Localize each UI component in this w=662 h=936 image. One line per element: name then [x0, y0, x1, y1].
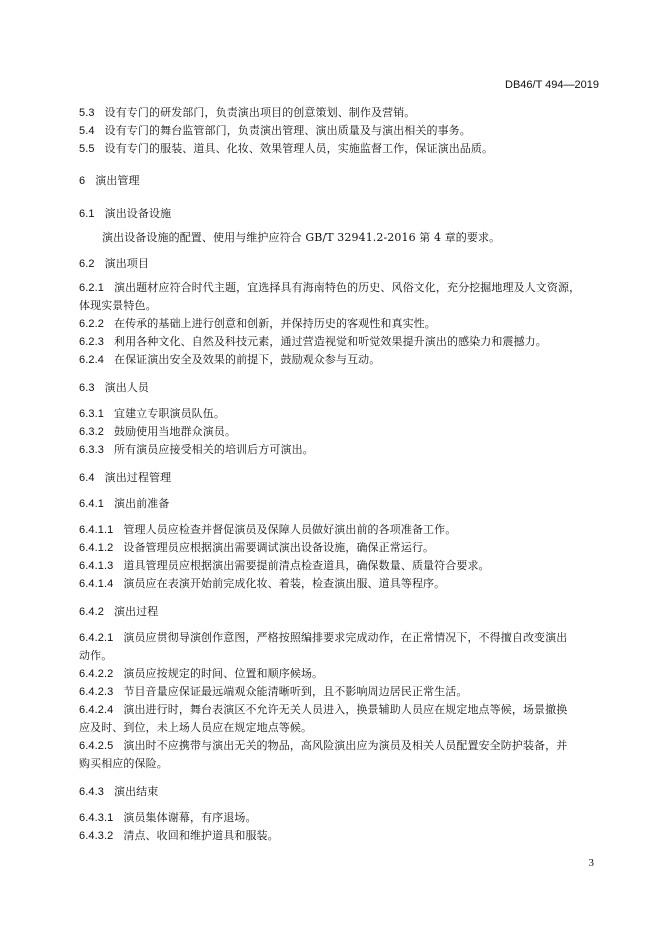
section-number: 6 [79, 175, 86, 187]
clause-number: 6.4.3.2 [79, 830, 114, 842]
clause-number: 6.4.2.4 [79, 704, 114, 716]
section-heading-6-4-1 [79, 495, 602, 513]
clause-5-5 [79, 140, 602, 158]
clause-6-4-1-3 [79, 557, 602, 575]
section-number: 6.1 [79, 208, 95, 220]
clause-number: 5.3 [79, 107, 95, 119]
clause-number: 6.2.4 [79, 354, 104, 366]
clause-text: 设有专门的服装、道具、化妆、效果管理人员，实施监督工作，保证演出品质。 [104, 142, 494, 155]
clause-text: 道具管理员应根据演出需要提前清点检查道具，确保数量、质量符合要求。 [123, 559, 490, 572]
section-number: 6.4 [79, 472, 95, 484]
clause-text: 管理人员应检查并督促演员及保障人员做好演出前的各项准备工作。 [123, 523, 457, 536]
clause-text: 设有专门的研发部门，负责演出项目的创意策划、制作及营销。 [104, 106, 416, 119]
section-heading-6 [79, 172, 602, 190]
clause-6-2-2 [79, 315, 602, 333]
clause-text: 设有专门的舞台监管部门，负责演出管理、演出质量及与演出相关的事务。 [104, 124, 471, 137]
clause-text: 在保证演出安全及效果的前提下，鼓励观众参与互动。 [113, 353, 381, 366]
section-title: 演出过程管理 [104, 471, 172, 484]
clause-text: 鼓励使用当地群众演员。 [113, 425, 237, 438]
clause-text: 宜建立专职演员队伍。 [113, 407, 225, 420]
clause-5-4 [79, 122, 602, 140]
section-title: 演出过程 [113, 605, 159, 618]
clause-number: 6.4.2.1 [79, 632, 114, 644]
section-heading-6-4 [79, 469, 602, 487]
clause-text: 所有演员应接受相关的培训后方可演出。 [113, 443, 314, 456]
clause-number: 6.4.1.3 [79, 560, 114, 572]
clause-6-4-2-2 [79, 665, 602, 683]
section-title: 演出管理 [95, 174, 140, 187]
section-title: 演出设备设施 [104, 207, 172, 220]
paragraph-6-1: 演出设备设施的配置、使用与维护应符合 GB/T 32941.2-2016 第 4 章的要求。 [102, 231, 501, 244]
clause-6-4-2-4 [79, 701, 602, 719]
clause-number: 6.4.3.1 [79, 812, 114, 824]
clause-text: 节目音量应保证最远端观众能清晰听到，且不影响周边居民正常生活。 [123, 685, 468, 698]
clause-6-3-2 [79, 423, 602, 441]
section-title: 演出项目 [104, 257, 149, 270]
clause-number: 6.4.1.2 [79, 542, 114, 554]
clause-number: 6.3.3 [79, 444, 104, 456]
clause-number: 6.2.3 [79, 336, 104, 348]
clause-text: 演员应贯彻导演创作意图，严格按照编排要求完成动作，在正常情况下，不得擅自改变演出 [123, 631, 568, 644]
section-heading-6-3 [79, 379, 602, 397]
section-heading-6-4-2 [79, 603, 602, 621]
clause-text: 清点、收回和维护道具和服装。 [123, 829, 279, 842]
clause-number: 6.2.2 [79, 318, 104, 330]
clause-text: 利用各种文化、自然及科技元素，通过营造视觉和听觉效果提升演出的感染力和震撼力。 [113, 335, 547, 348]
section-title: 演出结束 [113, 785, 159, 798]
clause-number: 6.4.2.5 [79, 740, 114, 752]
clause-6-4-2-4-continued: 应及时、到位，未上场人员应在规定地点等候。 [79, 721, 313, 734]
clause-6-2-1 [79, 279, 602, 297]
section-number: 6.2 [79, 258, 95, 270]
clause-number: 5.5 [79, 143, 95, 155]
clause-number: 6.4.2.3 [79, 686, 114, 698]
document-body [79, 104, 602, 845]
clause-6-4-2-5-continued: 购买相应的保险。 [79, 757, 168, 770]
clause-6-4-1-1 [79, 521, 602, 539]
clause-6-2-3 [79, 333, 602, 351]
clause-text: 演出题材应符合时代主题，宜选择具有海南特色的历史、风俗文化，充分挖掘地理及人文资源， [113, 281, 581, 294]
clause-6-3-1 [79, 405, 602, 423]
document-code-header: DB46/T 494—2019 [505, 79, 599, 91]
page-number: 3 [588, 857, 594, 869]
clause-text: 设备管理员应根据演出需要调试演出设备设施，确保正常运行。 [123, 541, 435, 554]
section-title: 演出人员 [104, 381, 149, 394]
clause-number: 6.4.2.2 [79, 668, 114, 680]
clause-number: 6.4.1.4 [79, 578, 114, 590]
clause-text: 演员集体谢幕，有序退场。 [123, 811, 257, 824]
section-title: 演出前准备 [113, 497, 170, 510]
section-number: 6.4.1 [79, 498, 104, 510]
section-number: 6.4.3 [79, 786, 104, 798]
section-number: 6.4.2 [79, 606, 104, 618]
clause-6-4-3-2 [79, 827, 602, 845]
clause-6-4-3-1 [79, 809, 602, 827]
clause-number: 6.4.1.1 [79, 524, 114, 536]
clause-number: 6.3.1 [79, 408, 104, 420]
clause-text: 演出时不应携带与演出无关的物品，高风险演出应为演员及相关人员配置安全防护装备，并 [123, 739, 568, 752]
clause-6-4-2-5 [79, 737, 602, 755]
clause-number: 5.4 [79, 125, 95, 137]
clause-6-4-2-1 [79, 629, 602, 647]
clause-6-2-1-continued: 体现实景特色。 [79, 299, 157, 312]
clause-6-4-2-3 [79, 683, 602, 701]
section-heading-6-1 [79, 205, 602, 223]
clause-5-3 [79, 104, 602, 122]
clause-6-3-3 [79, 441, 602, 459]
clause-number: 6.2.1 [79, 282, 104, 294]
clause-6-4-1-4 [79, 575, 602, 593]
section-number: 6.3 [79, 382, 95, 394]
clause-6-4-2-1-continued: 动作。 [79, 649, 113, 662]
clause-number: 6.3.2 [79, 426, 104, 438]
clause-6-4-1-2 [79, 539, 602, 557]
clause-text: 演出进行时，舞台表演区不允许无关人员进入，换景辅助人员应在规定地点等候，场景撤换 [123, 703, 568, 716]
clause-text: 演员应按规定的时间、位置和顺序候场。 [123, 667, 324, 680]
section-heading-6-2 [79, 255, 602, 273]
clause-6-2-4 [79, 351, 602, 369]
clause-text: 演员应在表演开始前完成化妆、着装，检查演出服、道具等程序。 [123, 577, 446, 590]
clause-text: 在传承的基础上进行创意和创新，并保持历史的客观性和真实性。 [113, 317, 436, 330]
section-heading-6-4-3 [79, 783, 602, 801]
